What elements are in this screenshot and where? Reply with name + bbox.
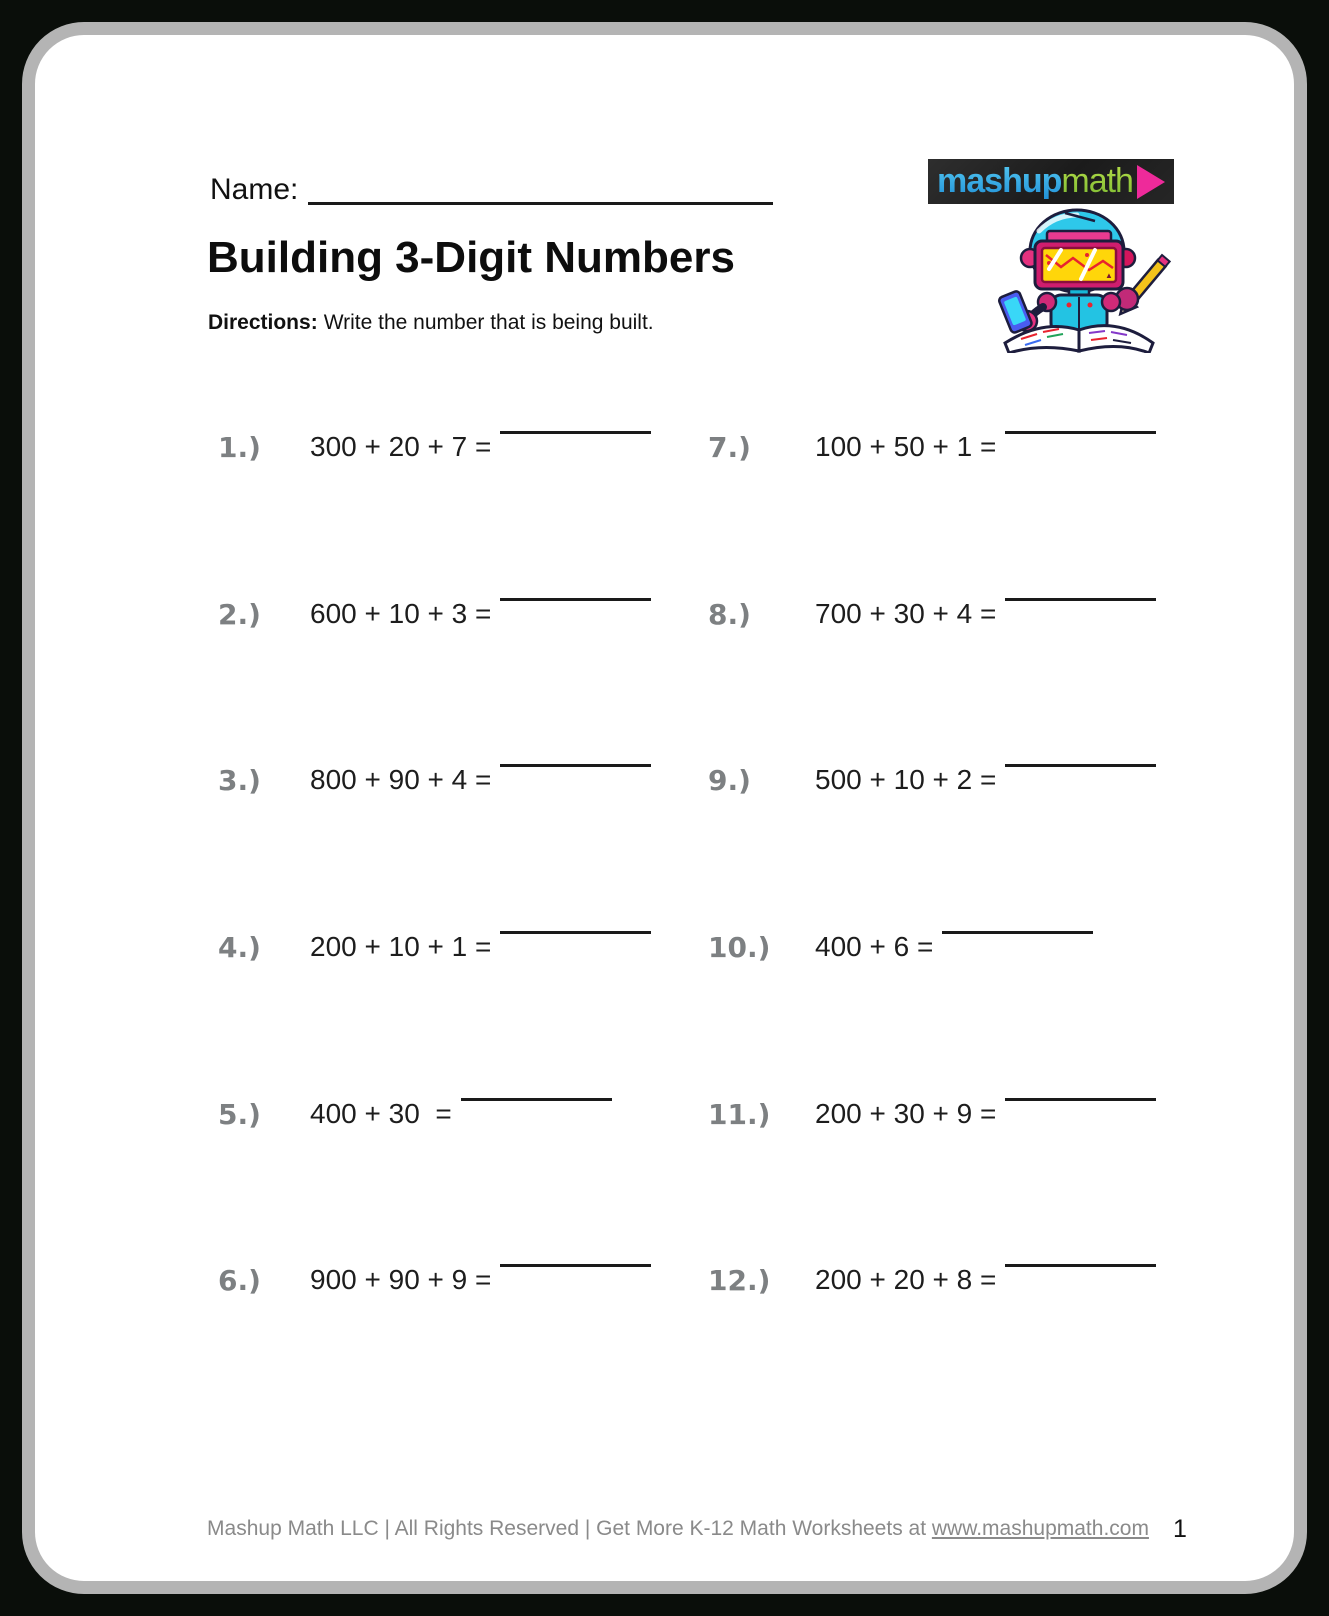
problem-row	[708, 431, 1156, 598]
problems-left-column	[218, 431, 651, 1431]
name-input-line[interactable]	[308, 202, 773, 205]
problem-expression: 500 + 10 + 2 =	[815, 764, 997, 796]
footer-text: Mashup Math LLC | All Rights Reserved | Get More K-12 Math Worksheets at	[207, 1517, 932, 1540]
problem-row	[708, 598, 1156, 765]
name-label: Name:	[210, 173, 299, 206]
problem-expression: 100 + 50 + 1 =	[815, 431, 997, 462]
answer-blank[interactable]	[1005, 598, 1156, 601]
answer-blank[interactable]	[500, 431, 651, 434]
directions-text: Write the number that is being built.	[323, 311, 654, 334]
answer-blank[interactable]	[942, 931, 1093, 934]
problem-expression: 600 + 10 + 3 =	[310, 597, 492, 629]
problem-row	[218, 1098, 651, 1265]
logo-word-mashup: mashup	[937, 162, 1062, 200]
problem-expression: 400 + 30 =	[310, 1097, 452, 1129]
problem-expression: 200 + 10 + 1 =	[310, 931, 492, 963]
answer-blank[interactable]	[1005, 1264, 1156, 1267]
answer-blank[interactable]	[1005, 764, 1156, 767]
problem-number: 7.)	[708, 431, 751, 464]
name-row	[210, 173, 773, 207]
problem-expression: 200 + 20 + 8 =	[815, 1264, 997, 1296]
footer	[207, 1517, 1149, 1541]
problem-expression: 700 + 30 + 4 =	[815, 597, 997, 629]
problem-number: 11.)	[708, 1097, 771, 1131]
problem-number: 4.)	[218, 931, 261, 965]
problem-number: 12.)	[708, 1264, 771, 1298]
problem-number: 10.)	[708, 931, 771, 965]
problem-expression: 900 + 90 + 9 =	[310, 1264, 492, 1296]
footer-link[interactable]: www.mashupmath.com	[931, 1517, 1149, 1540]
answer-blank[interactable]	[500, 1264, 651, 1267]
problem-expression: 400 + 6 =	[815, 931, 934, 963]
directions	[208, 311, 654, 335]
answer-blank[interactable]	[1005, 431, 1156, 434]
directions-label: Directions:	[208, 311, 318, 334]
answer-blank[interactable]	[461, 1098, 612, 1101]
problem-row	[708, 1264, 1156, 1431]
robot-writing-mascot-icon	[977, 203, 1182, 353]
play-triangle-icon	[1137, 165, 1165, 199]
problem-row	[218, 764, 651, 931]
answer-blank[interactable]	[500, 931, 651, 934]
problem-expression: 300 + 20 + 7 =	[310, 431, 492, 462]
problem-row	[708, 931, 1156, 1098]
problem-row	[708, 1098, 1156, 1265]
problem-row	[218, 931, 651, 1098]
problem-expression: 800 + 90 + 4 =	[310, 764, 492, 796]
problem-number: 6.)	[218, 1264, 261, 1298]
problem-number: 3.)	[218, 764, 261, 798]
problem-number: 2.)	[218, 597, 261, 631]
problem-number: 5.)	[218, 1097, 261, 1131]
problem-number: 9.)	[708, 764, 751, 798]
answer-blank[interactable]	[500, 764, 651, 767]
answer-blank[interactable]	[500, 598, 651, 601]
svg-text:▲: ▲	[1105, 271, 1113, 280]
page-title: Building 3-Digit Numbers	[207, 233, 735, 282]
page-number: 1	[1173, 1515, 1187, 1543]
logo-word-math: math	[1061, 162, 1133, 200]
problem-number: 8.)	[708, 597, 751, 631]
problem-number: 1.)	[218, 431, 261, 464]
problem-expression: 200 + 30 + 9 =	[815, 1097, 997, 1129]
problem-row	[218, 431, 651, 598]
problems-right-column	[708, 431, 1156, 1431]
mashupmath-logo	[928, 159, 1174, 204]
answer-blank[interactable]	[1005, 1098, 1156, 1101]
problem-row	[708, 764, 1156, 931]
problem-row	[218, 598, 651, 765]
problem-row	[218, 1264, 651, 1431]
worksheet-page	[22, 22, 1307, 1594]
